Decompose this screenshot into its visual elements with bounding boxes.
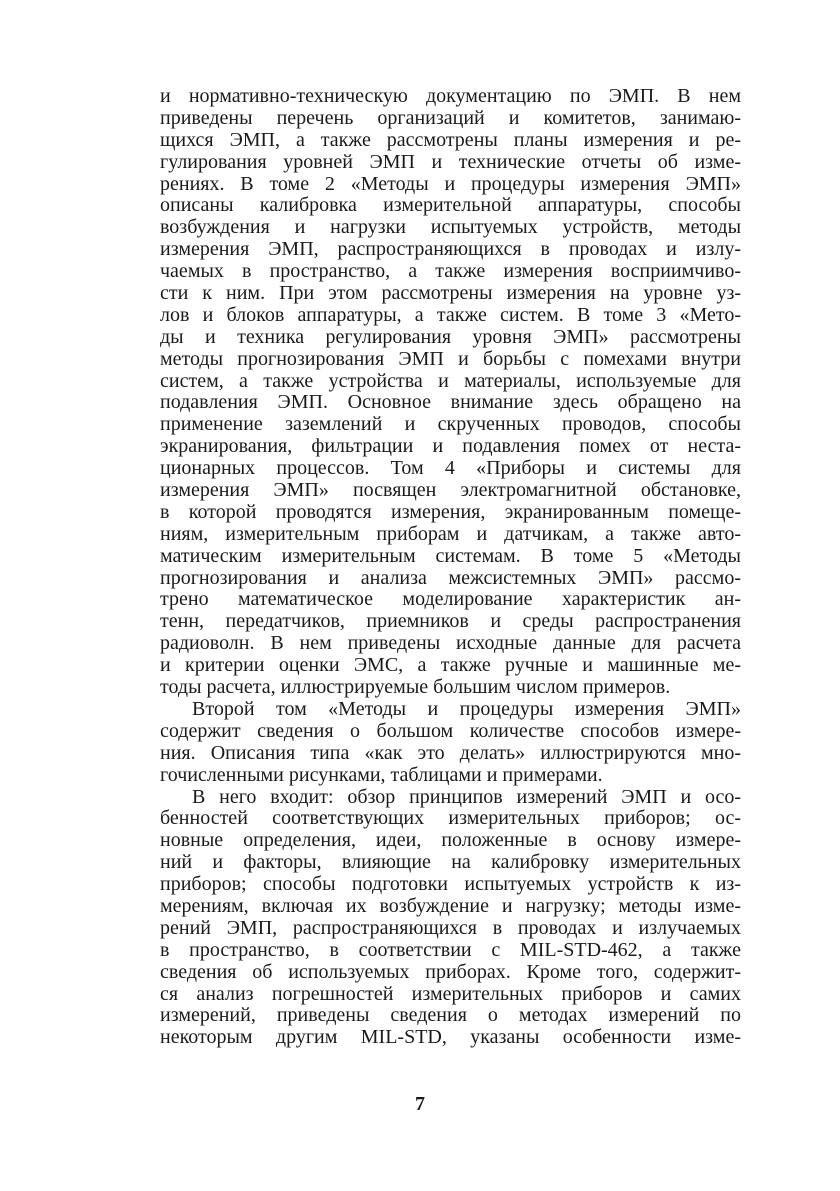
text-line: ды и техника регулирования уровня ЭМП» рассмотрены [160, 325, 741, 348]
text-line: и критерии оценки ЭМС, а также ручные и машинные ме- [160, 654, 741, 677]
text-line: приборов; способы подготовки испытуемых устройств к из- [160, 873, 741, 896]
text-line: тоды расчета, иллюстрируемые большим числом примеров. [160, 676, 671, 699]
text-line: трено математическое моделирование характеристик ан- [160, 588, 741, 611]
text-line: и нормативно-техническую документацию по ЭМП. В нем [160, 85, 741, 107]
text-line: применение заземлений и скрученных проводов, способы [160, 413, 741, 436]
text-line: ся анализ погрешностей измерительных приборов и самих [160, 982, 741, 1005]
text-line: возбуждения и нагрузки испытуемых устройств, методы [160, 216, 741, 239]
text-line: экранирования, фильтрации и подавления помех от неста- [160, 435, 741, 458]
text-line: методы прогнозирования ЭМП и борьбы с помехами внутри [160, 347, 741, 370]
text-line: содержит сведения о большом количестве способов измере- [160, 719, 741, 742]
text-line: некоторым другим MIL-STD, указаны особенности изме- [160, 1026, 741, 1049]
text-line: описаны калибровка измерительной аппаратуры, способы [160, 194, 741, 217]
text-line: гочисленными рисунками, таблицами и примерами. [160, 763, 603, 786]
text-line: В него входит: обзор принципов измерений ЭМП и осо- [192, 785, 741, 808]
text-line: гулирования уровней ЭМП и технические отчеты об изме- [160, 150, 741, 173]
text-line: в которой проводятся измерения, экранированным помеще- [160, 500, 741, 523]
text-line: рениях. В томе 2 «Методы и процедуры измерения ЭМП» [160, 172, 741, 195]
text-line: тенн, передатчиков, приемников и среды распространения [160, 610, 741, 633]
text-line: измерения ЭМП» посвящен электромагнитной обстановке, [160, 479, 741, 502]
text-line: мерениям, включая их возбуждение и нагрузку; методы изме- [160, 894, 741, 917]
text-line: ния. Описания типа «как это делать» иллюстрируются мно- [160, 741, 741, 764]
text-line: ционарных процессов. Том 4 «Приборы и системы для [160, 457, 741, 480]
text-line: ниям, измерительным приборам и датчикам, а также авто- [160, 522, 741, 545]
text-line: измерения ЭМП, распространяющихся в проводах и излу- [160, 238, 741, 261]
page-number: 7 [415, 1093, 425, 1115]
text-line: систем, а также устройства и материалы, используемые для [160, 369, 741, 392]
text-line: рений ЭМП, распространяющихся в проводах и излучаемых [160, 916, 741, 939]
text-line: подавления ЭМП. Основное внимание здесь обращено на [160, 391, 741, 414]
text-line: новные определения, идеи, положенные в основу измере- [160, 829, 741, 852]
text-line: сти к ним. При этом рассмотрены измерения на уровне уз- [160, 282, 741, 305]
text-line: прогнозирования и анализа межсистемных ЭМП» рассмо- [160, 566, 741, 589]
text-line: в пространство, в соответствии с MIL-STD-462, а также [160, 938, 741, 961]
text-line: измерений, приведены сведения о методах измерений по [160, 1004, 741, 1027]
text-line: лов и блоков аппаратуры, а также систем. В томе 3 «Мето- [160, 303, 741, 326]
text-line: бенностей соответствующих измерительных приборов; ос- [160, 807, 741, 830]
text-line: матическим измерительным системам. В томе 5 «Методы [160, 544, 741, 567]
text-line: щихся ЭМП, а также рассмотрены планы измерения и ре- [160, 128, 741, 151]
text-line: Второй том «Методы и процедуры измерения ЭМП» [192, 697, 741, 720]
text-line: чаемых в пространство, а также измерения восприимчиво- [160, 260, 741, 283]
page-body-text [160, 86, 741, 1049]
text-line: приведены перечень организаций и комитетов, занимаю- [160, 106, 741, 129]
text-line: сведения об используемых приборах. Кроме того, содержит- [160, 960, 741, 983]
text-line: радиоволн. В нем приведены исходные данные для расчета [160, 632, 741, 655]
text-line: ний и факторы, влияющие на калибровку измерительных [160, 851, 741, 874]
